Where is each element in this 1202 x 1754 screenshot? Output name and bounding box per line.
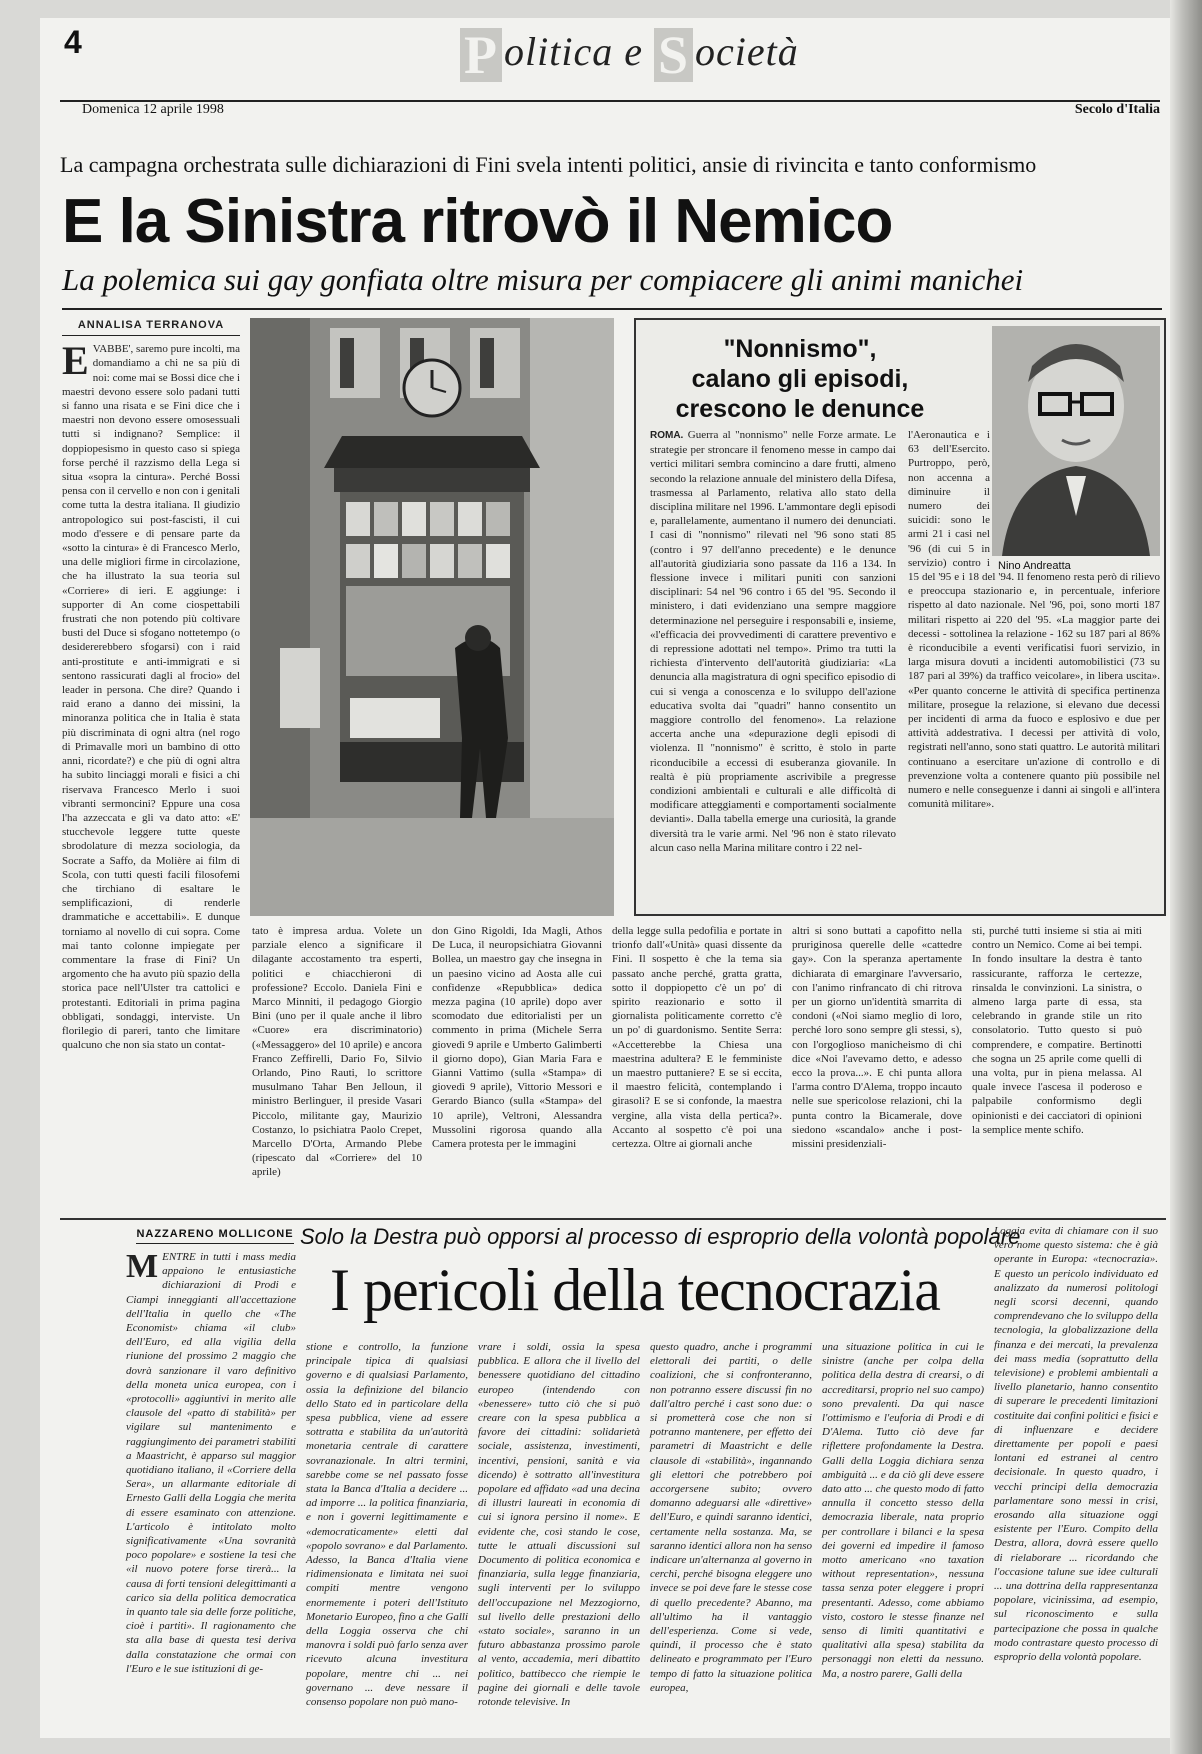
box-column-a — [650, 428, 896, 908]
page-number: 4 — [64, 24, 82, 60]
main-headline: E la Sinistra ritrovò il Nemico — [62, 187, 893, 256]
box-col-b-text: l'Aeronautica e i 63 dell'Esercito. Purtroppo, però, non accenna a diminuire il numero dei suicidi: sono le armi 21 i casi nel '96 (di cui 5 in servizio) contro i 15 del '95 e i 18 del '94. Il fenomeno resta però di rilievo e preoccupa stazionario e, in percentuale, inferiore rispetto al dato nazionale. Nel '96, poi, sono morti 187 militari rispetto ai 220 del '95. «La maggior parte dei decessi - sottolinea la relazione - 162 su 187 pari al 86% è riconducibile a eventi verificatisi fuori servizio, in larga misura dovuti a incidenti automobilistici (73 su 187 pari al 39%) da traffico veicolare», in libera uscita». «Per quanto concerne le attività di specifica pertinenza militare, prosegue la relazione, si elevano due decessi per incidenti di arma da fuoco e esplosivo e due per attività addestrativa. I decessi per attività di volo, registrati nell'anno, sono stati quattro. Le autorità militari continuano a esercitare un'azione di controllo e di prevenzione volta a contenere quanto più possibile nel numero e nelle conseguenze i danni ai singoli e all'intera comunità militare». — [908, 429, 1160, 811]
second-column-3: vrare i soldi, ossia la spesa pubblica. E allora che il livello del benessere quotidiano del cittadino europeo (intendendo con «benessere» tutto ciò che si può creare con la spesa pubblica a favore dei cittadini: solidarietà sociale, assistenza, investimenti, incentivi, pensioni, sanità e via dicendo) è sottratto all'investitura popolare ed affidato «ad una decina di illustri laureati in economia di cui si ignora persino il nome». E evidente che, così stando le cose, tutte le attuali discussioni sul Documento di politica economica e finanziaria, sulla legge finanziaria, sugli interventi per lo sviluppo dell'occupazione nel Mezzogiorno, sul livello delle prestazioni dello «stato sociale», saranno in un futuro abbastanza prossimo parole al vento, accademia, meri dibattito politico, battibecco che riempie le pagine dei giornali e delle tavole rotonde televisive. In — [478, 1341, 640, 1709]
second-dropcap: M — [126, 1248, 159, 1285]
masthead-rule — [60, 100, 1160, 102]
main-dropcap: E — [62, 338, 89, 384]
main-column-1 — [62, 318, 240, 1052]
paper-name: Secolo d'Italia — [1074, 102, 1160, 117]
main-column-2: tato è impresa ardua. Volete un parziale elenco a significare il dilagante accostamento tra esperti, politici e chiacchieroni di professione? Eccolo. Daniela Fini e Marco Minniti, il pedagogo Giorgio Bini (uno per il quale anche il libro «Cuore» era discriminatorio) («Messaggero» del 10 aprile) e ancora Franco Zeffirelli, Dario Fo, Silvio Orlando, Pino Rauti, lo scrittore musulmano Tahar Ben Jelloun, il ministro Berlinguer, il preside Vasari Piccolo, militante gay, Maurizio Costanzo, lo psichiatra Paolo Crepet, Marcello D'Orta, Armando Plebe (ripescato dal «Corriere» del 10 aprile) — [252, 925, 422, 1179]
masthead — [60, 18, 1160, 118]
box-title-line-2: calano gli episodi, — [691, 365, 909, 393]
section-initial-p: P — [460, 28, 502, 82]
second-kicker: Solo la Destra può opporsi al processo di esproprio della volontà popolare — [300, 1224, 1021, 1249]
issue-date: Domenica 12 aprile 1998 — [82, 102, 224, 117]
main-col1-text: VABBE', saremo pure incolti, ma domandiamo a chi ne sa più di noi: come mai se Bossi dice che i maestri devono essere solo padani tutti si fanno una risata e se Fini dice che i maestri non devono essere omosessuali tutti si indignano? Semplice: il doppiopesismo in questo caso si spiega forse perché il razzismo della Lega si situa «sopra la cintura». Perché Bossi pensa con il cervello e non con i genitali come tutta la destra italiana. Il giudizio antropologico sui post-fascisti, il cui modo d'essere e di pensare parte da «sotto la cintura» è di Francesco Merlo, una delle migliori firme in circolazione, che ha illustrato la sua teoria sul «Corriere» di ieri. E aggiunge: i supporter di An come ciospettabili frustrati che non potendo più coltivare busti del Duce si sfogano nottetempo (o desidererebbero sfogarsi) con i raid anti-prostitute e anti-immigrati e si sentono rassicurati dagli al frocio» del leader in persona. Che dire? Quando i raid erano a danno dei missini, la minoranza politica che in Italia è stata più discriminata di ogni altra (nel rogo di Primavalle morì un bambino di otto anni, ricordate?) e che più di ogni altra ha subìto linciaggi morali e fisici a chi riservava Francesco Merlo i suoi vibranti sermoncini? Eppure una cosa l'ha azzeccata e gli va dato atto: «E' stucchevole leggere tutte queste sbrodolature di mezza sociologia, da Socrate a Saffo, da Molière ai film di Scola, con tutti questi facili filosofemi che tirchiano di esaltare le semplificazioni, di renderle drammatiche e accettabili». E dunque torniamo al novello di cui sopra. Come mai tanto colonne impiegate per commentare la frase di Fini? Un argomento che ha avuto più spazio della storica pace nell'Ulster tra cattolici e protestanti. Editoriali in prima pagina obbligati, sondaggi, interviste. Un florilegio di pareri, tanto che limitare qualcuno che non sia stato un contat- — [62, 343, 240, 1052]
second-article — [60, 1218, 1166, 1738]
newspaper-page — [40, 18, 1170, 1738]
sidebar-box — [634, 318, 1166, 916]
second-column-1 — [126, 1250, 296, 1730]
second-column-2: stione e controllo, la funzione principale tipica di qualsiasi governo e di qualsiasi Parlamento, ossia la definizione del bilancio dello Stato ed in particolare della spesa pubblica, viene ad essere sottratta e stabilita da un'autorità monetaria centrale di carattere sovranazionale. In altri termini, sarebbe come se nel passato fosse stata la Banca d'Italia a decidere ... ad imporre ... la politica finanziaria, e non i governi legittimamente e «democraticamente» eletti dal «popolo sovrano» e dal Parlamento. Adesso, la Banca d'Italia viene ridimensionata e limitata nei suoi compiti mentre vengono enormemente i poteri dell'Istituto Monetario Europeo, fino a che Galli della Loggia osserva che chi manovra i soldi può farlo senza aver ricevuto alcuna investitura popolare, mentre chi ... nei governano ... deve nessare il consenso popolare non può mano- — [306, 1341, 468, 1709]
main-column-3: don Gino Rigoldi, Ida Magli, Athos De Luca, il neuropsichiatra Giovanni Bollea, un maestro gay che insegna in un paesino vicino ad Aosta alle cui confidenze «Repubblica» dedica mezza pagina (10 aprile) dopo aver scomodato due editorialisti per un commento in prima (Michele Serra giovedì 9 aprile e Umberto Galimberti il giorno dopo), Gian Maria Fara e Gianni Vattimo (sulla «Stampa» di giovedì 9 aprile), Vittorio Messori e Gerardo Bianco (sulla «Stampa» del 10 aprile), Veltroni, Alessandra Mussolini rigorosa quando alla Camera protesta per le immagini — [432, 925, 602, 1151]
second-col1-text: ENTRE in tutti i mass media appaiono le entusiastiche dichiarazioni di Prodi e Ciampi inneggianti all'accettazione dell'Italia in quello che «The Economist» chiama «il club» dell'Euro, ed alla vigilia della riunione del prossimo 2 maggio che dovrà sanzionare il varo definitivo della moneta unica europea, con i «protocolli» aggiuntivi in merito alle clausole del «patto di stabilità» per vigilare sul mantenimento e raggiungimento dei parametri stabiliti a Maastricht, è apparso sul maggior quotidiano italiano, il «Corriere della Sera», un allarmante editoriale di Ernesto Galli della Loggia che merita di essere esaminato con attenzione. L'articolo è intitolato molto significativamente «Una sovranità poco popolare» e sostiene la tesi che «il nuovo potere forse tirerà... la causa di forti tensioni delegittimanti a carico sia della politica democratica in quanto tale sia delle forze politiche, cioè i partiti». Il ragionamento che sta alla base di questa tesi deriva dalla constatazione che ormai con l'Euro e le sue istituzioni di ge- — [126, 1251, 296, 1675]
portrait-caption: Nino Andreatta — [998, 560, 1071, 572]
box-title-line-3: crescono le denunce — [675, 395, 925, 423]
page-binding-shadow — [1170, 0, 1202, 1754]
box-title — [650, 334, 950, 424]
second-author: NAZZARENO MOLLICONE — [136, 1228, 294, 1244]
section-word-1: olitica e — [504, 29, 654, 74]
box-title-line-1: "Nonnismo", — [723, 335, 877, 363]
box-col-a-text: Guerra al "nonnismo" nelle Forze armate. Le strategie per stroncare il fenomeno messe in campo dai vertici militari sembra comincino a dare frutti, almeno secondo la relazione annuale del ministero della Difesa, trasmessa al Parlamento, relativa allo stato della disciplina militare nel 1996. L'ammontare degli episodi e, parallelamente, aumentano il numero dei denunciati. I casi di "nonnismo" rilevati nel '96 sono stati 85 (contro i 97 dell'anno precedente) e le denunce all'autorità giudiziaria sono passate da 116 a 134. In flessione invece i militari puniti con sanzioni disciplinari: 54 nel '96 contro i 65 del '95. Secondo il ministero, i dati evidenziano una sempre maggiore determinazione nel perseguire i responsabili e, insieme, «l'efficacia dei provvedimenti di carattere preventivo e di repressione adottati nel tempo». Primo tra tutti la richiesta d'intervento dell'autorità giudiziaria: «La denuncia alla magistratura di ogni specifico episodio di cui si venga a conoscenza e lo sviluppo dell'azione educativa svolta dai "quadri" hanno consentito un maggiore controllo del fenomeno». La relazione accerta anche una «depurazione degli episodi di violenza. Il "nonnismo" è scritto, è stolo in parte riconducibile a eccessi di esuberanza giovanile. In realtà è più propriamente ascrivibile a pregresse condizioni ambientali e culturali e alle difficoltà di modificare atteggiamenti e comportamenti socialmente devianti». Dalla tabella emerge una curiosità, la grande diversità tra le varie armi. Nel '96 non è stato rilevato alcun caso nella Marina militare contro i 22 nel- — [650, 429, 897, 854]
main-column-6: sti, purché tutti insieme si stia ai miti contro un Nemico. Come ai bei tempi. In fondo insultare la destra è tanto rassicurante, rafforza le certezze, rinsalda le convinzioni. La sinistra, o almeno larga parte di essa, sta celebrando in grande stile un rito consolatorio. Tutto questo si può comprendere, e compatire. Bertinotti che sogna un 25 aprile come quelli di una volta, pur in piena melassa. Al quale invece l'ascesa il poderoso e palpabile conformismo degli opinionisti e dei cacciatori di opinioni la semplice mente schifo. — [972, 925, 1142, 1136]
second-headline: I pericoli della tecnocrazia — [330, 1257, 940, 1323]
box-lead-word: ROMA. — [650, 430, 684, 441]
main-subhead: La polemica sui gay gonfiata oltre misura per compiacere gli animi manichei — [62, 262, 1024, 297]
main-column-4: della legge sulla pedofilia e portate in trionfo dall'«Unità» quasi dissente da Fini. Il sospetto è che la tema sia passato anche perché, gratta gratta, sotto il doppiopetto c'è un po' di spirito reazionario e sotto il giornalista politicamente corretto c'è un po' di guardonismo. Sentite Serra: «Accetterebbe la Chiesa una maestrina adultera? E le femministe un maestro puttaniere? E se si eccita, il maestro felicità, contemplando i girasoli? E se si confonde, la maestra vergine, alla vista della pertica?». Accanto al sospetto c'è poi una certezza. Oltre ai giornali anche — [612, 925, 782, 1151]
second-column-5: una situazione politica in cui le sinistre (anche per colpa della politica della destra di crearsi, o di accreditarsi, proprio nel suo campo) sono prevalenti. Da qui nasce l'ottimismo e l'euforia di Prodi e di D'Alema. Tutto ciò deve far riflettere profondamente la Destra. Galli della Loggia dichiara senza ambiguità ... e da ciò gli deve essere dato atto ... che questo modo di fatto annulla il concetto stesso della democrazia liberale, nata proprio per controllare i bilanci e la spesa dei governi ed impedire il famoso motto americano «no taxation without representation», nessuna tassa senza poter eleggere i propri presentanti. Adesso, come abbiamo visto, costoro le stesse finanze nel senso di limiti quantitativi e qualitativi alla spesa) stabilita da personaggi non eletti da nessuno. Ma, a nostro parere, Galli della — [822, 1341, 984, 1680]
section-word-2: ocietà — [695, 29, 799, 74]
main-column-1-cont — [62, 924, 240, 1204]
newsstand-illustration — [250, 318, 614, 916]
second-column-4: questo quadro, anche i programmi elettorali dei partiti, o delle coalizioni, che si confronteranno, non potranno essere discussi fin no dall'altro perché i cast sono due: o si prometterà cose che non si potranno mantenere, per effetto dei parametri di Maastricht e delle clausole di «stabilità», ingannando gli elettori che potrebbero poi accorgersene subito; ovvero domanno adeguarsi alle «direttive» dell'Euro, e quindi saranno identici, certamente nella sostanza. Ma, se saranno identici allora non ha senso indicare un'alternanza al governo in cerchi, perché bisogna eleggere uno invece se poi deve fare le stesse cose di quello precedente? Abanno, ma all'ultimo ha il vantaggio dell'esperienza. Come si vede, quindi, il processo che è stato delineato e programmato per l'Euro tempo di fatto la situazione politica europea, — [650, 1341, 812, 1694]
second-column-6: Loggia evita di chiamare con il suo vero nome questo sistema: che è già operante in Europa: «tecnocrazia». E questo un pericolo individuato ed analizzato da numerosi politologi negli scorsi decenni, quando comprendevano che lo sviluppo della tecnologia, la globalizzazione della finanza e dei mercati, la prevalenza dei mass media (soprattutto della televisione) e problemi ambientali a livello planetario, hanno consentito di superare le precedenti limitazioni costituite dai confini politici e fisici e di influenzare e decidere direttamente per popoli e paesi lontani ed estranei al centro decisionale. In questo quadro, i vecchi principi della democrazia parlamentare sono messi in crisi, erosando alla situazione oggi esistente per l'Euro. Compito della Destra, allora, dovrà essere quello di rielaborare ... ricordando che l'occasione talune sue idee culturali ... una dottrina della rappresentanza popolare, vicinissima, ad esempio, sul riconoscimento e sulla partecipazione che possa in qualche modo contrastare questo processo di esproprio della volontà popolare. — [994, 1225, 1158, 1664]
section-title — [460, 25, 799, 85]
headline-rule — [62, 308, 1162, 310]
main-column-5: altri si sono buttati a capofitto nella pruriginosa querelle delle «cattedre gay». Con la speranza apertamente dichiarata di emarginare l'avversario, con l'animo rinfrancato di chi ritrova per un giorno un'identità smarrita di condoni («Noi siamo meglio di loro, perché loro sono sempre gli stessi, s), con l'orgoglioso manicheismo di chi dice «Noi l'avevamo detto, e adesso ecco la prova...». E chi punta allora l'arma contro D'Alema, troppo incauto nelle sue spericolose relazioni, chi la punta contro la Bicamerale, dove siedono «scandalo» anche i post-missini presidenziali- — [792, 925, 962, 1151]
newsstand-photo — [250, 318, 614, 916]
main-author: ANNALISA TERRANOVA — [62, 318, 240, 336]
section-initial-s: S — [654, 28, 693, 82]
main-kicker: La campagna orchestrata sulle dichiarazioni di Fini svela intenti politici, ansie di rivincita e tanto conformismo — [60, 152, 1037, 177]
box-column-b — [908, 428, 1160, 908]
